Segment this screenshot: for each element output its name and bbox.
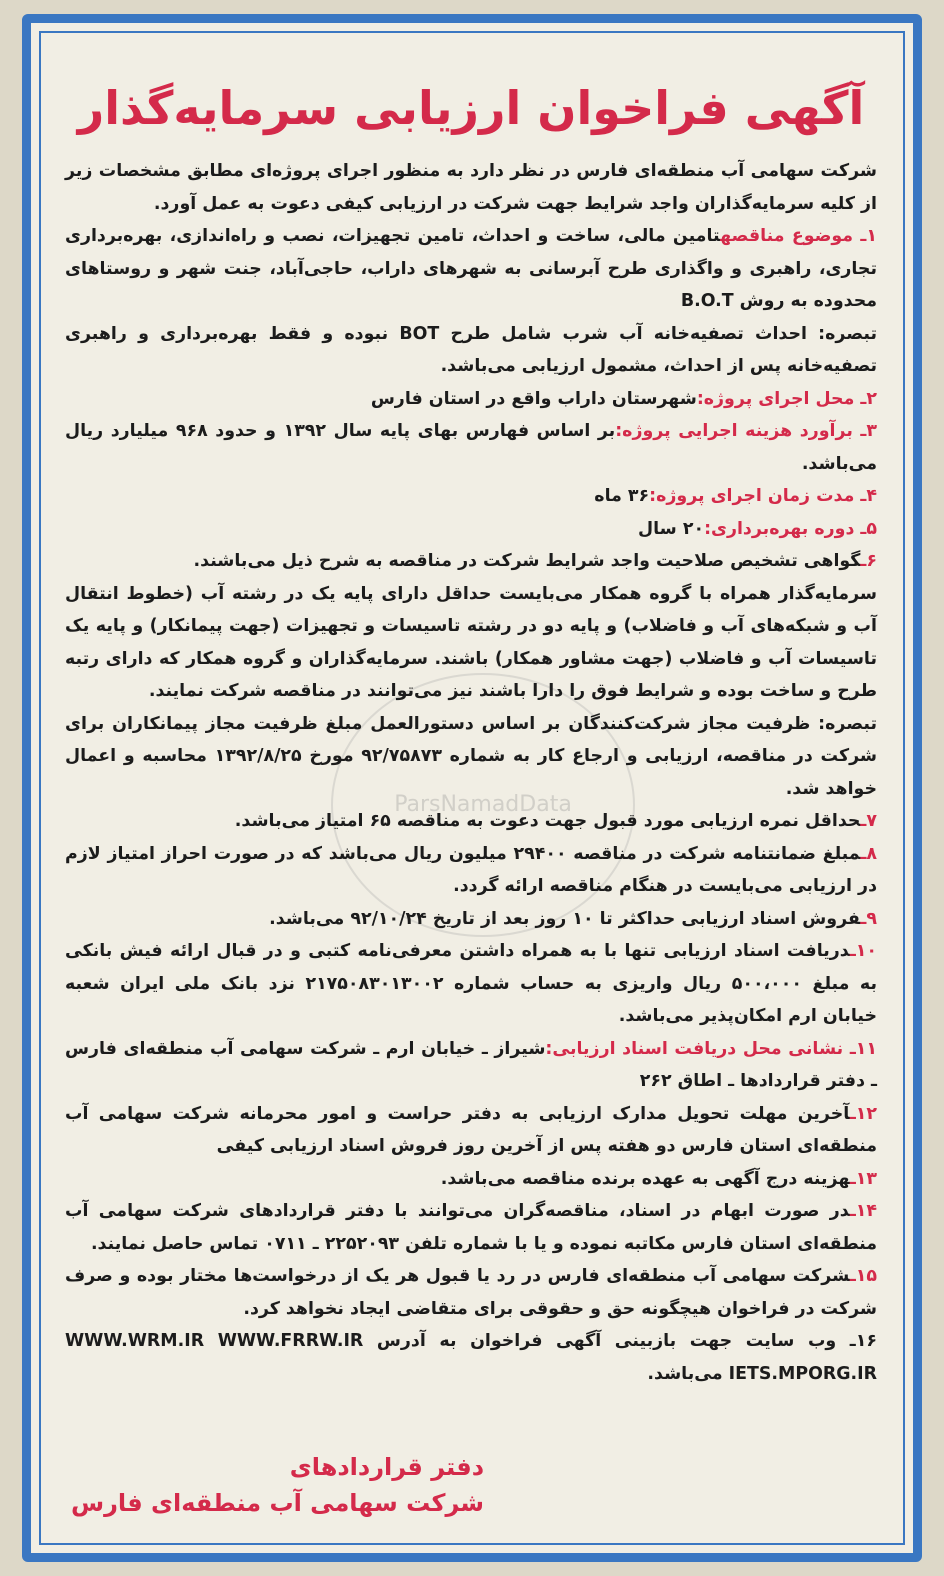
item-15 — [65, 1260, 877, 1325]
notice-content — [65, 33, 877, 1543]
item-7 — [65, 805, 877, 838]
intro-paragraph: شرکت سهامی آب منطقه‌ای فارس در نظر دارد به منظور اجرای پروژه‌ای مطابق مشخصات زیر از کلیه سرمایه‌گذاران واجد شرایط جهت شرکت در ارزیابی کیفی دعوت به عمل آورد. — [65, 161, 877, 214]
item-1 — [65, 220, 877, 318]
item-3-text: بر اساس فهارس بهای پایه سال ۱۳۹۲ و حدود ۹۶۸ میلیارد ریال می‌باشد. — [65, 421, 877, 474]
item-14-text: در صورت ابهام در اسناد، مناقصه‌گران می‌توانند با دفتر قراردادهای شرکت سهامی آب منطقه‌ای استان فارس مکاتبه نموده و یا با شماره تلفن ۲۲۵۲۰۹۳ ـ ۰۷۱۱ تماس حاصل نمایند. — [65, 1201, 877, 1254]
notice-inner-border — [39, 31, 905, 1545]
item-7-text: حداقل نمره ارزیابی مورد قبول جهت دعوت به مناقصه ۶۵ امتیاز می‌باشد. — [234, 811, 861, 831]
item-8-text: مبلغ ضمانتنامه شرکت در مناقصه ۲۹۴۰۰ میلیون ریال می‌باشد که در صورت احراز امتیاز لازم در ارزیابی می‌بایست در هنگام مناقصه ارائه گردد. — [65, 843, 877, 896]
item-14-number: ۱۴ـ — [849, 1201, 877, 1221]
item-13-number: ۱۳ـ — [849, 1168, 877, 1189]
item-12-number: ۱۲ـ — [849, 1103, 877, 1124]
item-4-heading: ۴ـ مدت زمان اجرای پروژه: — [649, 486, 877, 506]
item-3-heading: ۳ـ برآورد هزینه اجرایی پروژه: — [615, 421, 878, 441]
signature-line-2: شرکت سهامی آب منطقه‌ای فارس — [71, 1489, 485, 1517]
note-1: تبصره: احداث تصفیه‌خانه آب شرب شامل طرح BOT نبوده و فقط بهره‌برداری و راهبری تصفیه‌خانه پس از احداث، مشمول ارزیابی می‌باشد. — [65, 323, 877, 376]
signature-line-1: دفتر قراردادهای — [289, 1453, 485, 1481]
item-10-text: دریافت اسناد ارزیابی تنها با به همراه داشتن معرفی‌نامه کتبی و در قبال ارائه فیش بانکی به مبلغ ۵۰۰،۰۰۰ ریال واریزی به حساب شماره ۲۱۷۵۰۸۳۰۱۳۰۰۲ نزد بانک ملی ایران شعبه خیابان ارم امکان‌پذیر می‌باشد. — [65, 941, 878, 1026]
item-6 — [65, 545, 877, 578]
item-4 — [65, 480, 877, 513]
item-11-text: شیراز ـ خیابان ارم ـ شرکت سهامی آب منطقه‌ای فارس ـ دفتر قراردادها ـ اطاق ۲۶۲ — [65, 1038, 877, 1091]
website-link-wrm[interactable]: WWW.WRM.IR — [65, 1331, 205, 1351]
item-1-heading: ۱ـ موضوع مناقصه — [720, 226, 877, 246]
item-2-heading: ۲ـ محل اجرای پروژه: — [696, 388, 877, 409]
item-6-number: ۶ـ — [860, 551, 877, 571]
note-2: تبصره: ظرفیت مجاز شرکت‌کنندگان بر اساس دستورالعمل مبلغ ظرفیت مجاز پیمانکاران برای شرکت در مناقصه، ارزیابی و ارجاع کار به شماره ۹۲/۷۵۸۷۳ مورخ ۱۳۹۲/۸/۲۵ محاسبه و اعمال خواهد شد. — [65, 713, 877, 799]
item-11-heading: ۱۱ـ نشانی محل دریافت اسناد ارزیابی: — [545, 1038, 878, 1059]
item-4-text: ۳۶ ماه — [594, 486, 650, 506]
item-9 — [65, 903, 877, 936]
item-9-text: فروش اسناد ارزیابی حداکثر تا ۱۰ روز بعد از تاریخ ۹۲/۱۰/۲۴ می‌باشد. — [269, 908, 861, 929]
item-1-text: تامین مالی، ساخت و احداث، تامین تجهیزات، نصب و راه‌اندازی، بهره‌برداری تجاری، راهبری و واگذاری طرح آبرسانی به شهرهای داراب، حاجی‌آباد، جنت شهر و روستاهای محدوده به روش B.O.T — [65, 226, 877, 311]
item-6-body: سرمایه‌گذار همراه با گروه همکار می‌بایست حداقل دارای پایه یک در رشته آب (خطوط انتقال آب و شبکه‌های آب و فاضلاب) و پایه دو در رشته تاسیسات و تجهیزات (جهت پیمانکار) و پایه یک تاسیسات آب و فاضلاب (جهت مشاور همکار) باشند. سرمایه‌گذاران و گروه همکار که دارای رتبه طرح و ساخت بوده و شرایط فوق را دارا باشند نیز می‌توانند در مناقصه شرکت نمایند. — [65, 583, 877, 701]
item-14 — [65, 1195, 877, 1260]
item-5-heading: ۵ـ دوره بهره‌برداری: — [704, 518, 877, 539]
website-link-frrw[interactable]: WWW.FRRW.IR IETS.MPORG.IR — [217, 1331, 877, 1384]
item-2-text: شهرستان داراب واقع در استان فارس — [370, 388, 697, 409]
item-5 — [65, 513, 877, 546]
item-3 — [65, 415, 877, 480]
item-10 — [65, 935, 877, 1033]
notice-title: آگهی فراخوان ارزیابی سرمایه‌گذار — [77, 81, 865, 135]
item-13-text: هزینه درج آگهی به عهده برنده مناقصه می‌باشد. — [440, 1168, 850, 1189]
item-15-number: ۱۵ـ — [849, 1266, 877, 1286]
item-12-text: آخرین مهلت تحویل مدارک ارزیابی به دفتر حراست و امور محرمانه شرکت سهامی آب منطقه‌ای استان فارس دو هفته پس از آخرین روز فروش اسناد ارزیابی کیفی — [65, 1103, 877, 1156]
notice-frame — [22, 14, 922, 1562]
item-8-number: ۸ـ — [860, 843, 878, 864]
item-11 — [65, 1033, 877, 1098]
item-6-text: گواهی تشخیص صلاحیت واجد شرایط شرکت در مناقصه به شرح ذیل می‌باشند. — [193, 551, 861, 571]
item-9-number: ۹ـ — [860, 908, 877, 929]
item-10-number: ۱۰ـ — [849, 941, 877, 961]
item-8 — [65, 838, 877, 903]
item-12 — [65, 1098, 877, 1163]
item-15-text: شرکت سهامی آب منطقه‌ای فارس در رد یا قبول هر یک از درخواست‌ها مختار بوده و صرف شرکت در فراخوان هیچگونه حق و حقوقی برای متقاضی ایجاد نخواهد کرد. — [65, 1266, 877, 1319]
item-2 — [65, 383, 877, 416]
item-5-text: ۲۰ سال — [638, 518, 705, 539]
item-7-number: ۷ـ — [860, 811, 877, 831]
watermark-text: ParsNamadData — [394, 792, 572, 817]
item-16 — [65, 1325, 877, 1390]
signature-block — [71, 1449, 484, 1521]
item-16-text-b: می‌باشد. — [647, 1363, 723, 1384]
item-13 — [65, 1163, 877, 1196]
item-16-text-a: ۱۶ـ وب سایت جهت بازبینی آگهی فراخوان به آدرس — [376, 1331, 877, 1351]
